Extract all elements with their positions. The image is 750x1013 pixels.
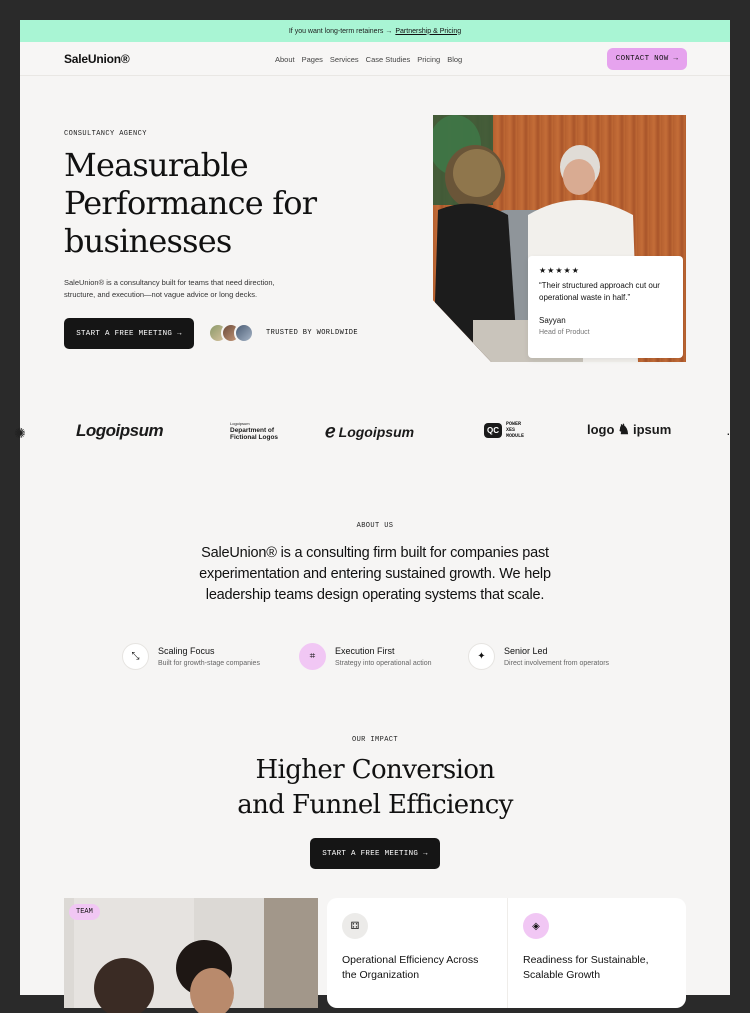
- feature-title: Scaling Focus: [158, 646, 215, 656]
- testimonial-card: [528, 256, 683, 358]
- impact-title-line: Higher Conversion: [255, 755, 495, 785]
- hero-title-line: Performance for: [64, 184, 317, 222]
- page-frame: [14, 20, 731, 995]
- nav-item-case-studies[interactable]: Case Studies: [365, 55, 411, 64]
- swirl-icon: ℯ: [325, 421, 336, 441]
- nav-menu: [275, 55, 462, 64]
- testimonial-author: Sayyan: [539, 316, 566, 325]
- feature-title: Senior Led: [504, 646, 548, 656]
- testimonial-quote: “Their structured approach cut our operational waste in half.”: [539, 281, 660, 302]
- layers-icon: ◈: [523, 913, 549, 939]
- feature-scaling-focus: [122, 643, 260, 670]
- logo-strip: [14, 413, 731, 449]
- about-text: SaleUnion® is a consulting firm built for companies past experimentation and entering sustained growth. We help leadership teams design operating systems that scale.: [199, 545, 551, 603]
- dice-icon: ⚃: [342, 913, 368, 939]
- focus-icon: ⌗: [299, 643, 326, 670]
- hero-title-line: Measurable: [64, 146, 248, 184]
- nav-item-services[interactable]: Services: [329, 55, 359, 64]
- announcement-bar: [20, 20, 730, 42]
- partner-logo: QC POWER XES MODULE: [484, 421, 524, 439]
- feature-senior-led: [468, 643, 609, 670]
- partnership-pricing-link[interactable]: Partnership & Pricing: [395, 27, 462, 35]
- feature-execution-first: [299, 643, 432, 670]
- nav-item-blog[interactable]: Blog: [447, 55, 463, 64]
- team-photo-card: [64, 898, 318, 1008]
- sparkle-icon: ✦: [468, 643, 495, 670]
- team-photo-scene: [64, 898, 318, 1008]
- partner-logo: Logoipsum: [76, 421, 164, 440]
- announcement-text: If you want long-term retainers →: [288, 27, 393, 35]
- arrows-in-icon: ⤡: [122, 643, 149, 670]
- partner-logo: Logoipsum Department of Fictional Logos: [230, 421, 279, 441]
- nav-item-pricing[interactable]: Pricing: [417, 55, 441, 64]
- card-title: Readiness for Sustainable, Scalable Growth: [523, 954, 649, 981]
- hero-title: [64, 146, 364, 260]
- partner-logo: ℯ Logoipsum: [325, 421, 415, 441]
- burst-icon: ·: [726, 425, 731, 441]
- card-title: Operational Efficiency Across the Organization: [342, 954, 479, 981]
- partner-logo: logo ♞ ipsum: [587, 421, 672, 437]
- team-badge: TEAM: [69, 904, 100, 920]
- hero-eyebrow: CONSULTANCY AGENCY: [64, 130, 147, 138]
- hero-title-line: businesses: [64, 222, 232, 260]
- testimonial-role: Head of Product: [539, 329, 590, 336]
- burst-icon: ✺: [14, 425, 26, 441]
- contact-now-button[interactable]: CONTACT NOW →: [607, 48, 687, 70]
- impact-title-line: and Funnel Efficiency: [237, 790, 513, 820]
- rating-stars: ★★★★★: [539, 266, 580, 275]
- avatar: [234, 323, 254, 343]
- trusted-label: TRUSTED BY WORLDWIDE: [266, 329, 359, 337]
- card-operational-efficiency: [327, 898, 507, 1008]
- card-scalable-growth: [507, 898, 688, 1008]
- about-eyebrow: ABOUT US: [356, 522, 394, 530]
- top-nav: [20, 42, 730, 76]
- feature-subtitle: Strategy into operational action: [335, 660, 432, 667]
- trusted-avatars: [208, 323, 247, 343]
- feature-subtitle: Direct involvement from operators: [504, 660, 610, 667]
- feature-subtitle: Built for growth-stage companies: [158, 660, 260, 667]
- feature-title: Execution First: [335, 646, 395, 656]
- nav-item-about[interactable]: About: [275, 55, 295, 64]
- nav-item-pages[interactable]: Pages: [301, 55, 323, 64]
- hero-description: SaleUnion® is a consultancy built for teams that need direction, structure, and execution—not vague advice or long decks.: [64, 278, 275, 299]
- impact-cards: [327, 898, 686, 1008]
- brand-logo[interactable]: SaleUnion®: [64, 52, 130, 66]
- start-free-meeting-button[interactable]: START A FREE MEETING →: [64, 318, 194, 349]
- impact-start-meeting-button[interactable]: START A FREE MEETING →: [310, 838, 440, 869]
- impact-title: [20, 753, 730, 823]
- bear-icon: ♞: [617, 421, 630, 437]
- impact-eyebrow: OUR IMPACT: [351, 736, 398, 744]
